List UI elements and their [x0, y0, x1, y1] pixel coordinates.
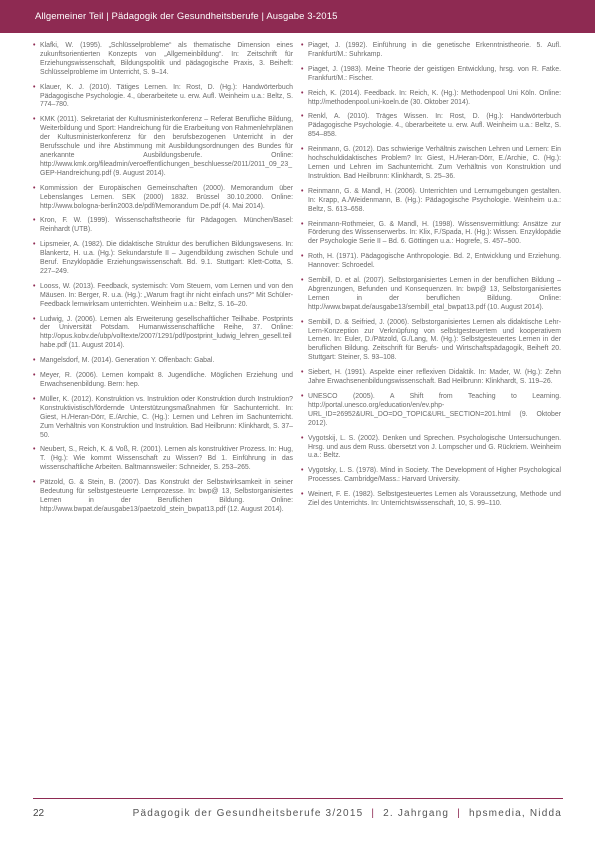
reference-item [301, 113, 561, 140]
bullet-icon: • [33, 282, 36, 290]
bullet-icon: • [301, 369, 304, 377]
reference-text: Vygotsky, L. S. (1978). Mind in Society. The Development of Higher Psychological Processes. Cambridge/Mass.: Harvard University. [308, 467, 561, 484]
reference-item [301, 319, 561, 364]
bullet-icon: • [301, 277, 304, 285]
bullet-icon: • [33, 479, 36, 487]
page-header [0, 0, 595, 33]
reference-text: Reinmann, G. & Mandl, H. (2006). Unterrichten und Lernumgebungen gestalten. In: Krapp, A./Weidenmann, B. (Hg.): Pädagogische Psychologie. Weinheim u.a.: Beltz, S. 613–658. [308, 187, 561, 213]
reference-item [301, 188, 561, 215]
bullet-icon: • [301, 434, 304, 442]
reference-text: Reinmann, G. (2012). Das schwierige Verhältnis zwischen Lehren und Lernen: Ein hochschuldidaktisches Problem? In: Giest, H./Heran-Dörr, E./Archie, C. (Hg.): Lernen und Lehren im Sachunterricht. Zum Verhältnis von Konstruktion und Instruktion. Bad Heilbrunn: Klinkhardt, S. 25–36. [308, 146, 561, 180]
reference-item [301, 221, 561, 248]
bullet-icon: • [301, 146, 304, 154]
reference-item [301, 491, 561, 509]
reference-text: Sembill, D. et al. (2007). Selbstorganisiertes Lernen in der beruflichen Bildung – Abgrenzungen, Befunden und Konsequenzen. In: bwp@ 13, Selbstorganisiertes Lernen in der beruflichen Bildung. Online: http://www.bwpat.de/ausgabe13/sembill_etal_bwpat13.pdf (10. August 2014). [308, 277, 561, 311]
reference-text: Meyer, R. (2006). Lernen kompakt 8. Jugendliche. Möglichen Erziehung und Erwachsenenbildung. Bern: hep. [40, 372, 293, 388]
reference-text: Mangelsdorf, M. (2014). Generation Y. Offenbach: Gabal. [40, 357, 215, 365]
bullet-icon: • [301, 393, 304, 400]
footer-volume: 2. Jahrgang [383, 808, 450, 819]
reference-item [301, 146, 561, 182]
bullet-icon: • [33, 315, 36, 323]
footer-info [133, 808, 562, 819]
reference-item [33, 316, 293, 352]
reference-item [301, 253, 561, 271]
reference-item [33, 357, 293, 366]
reference-text: Pätzold, G. & Stein, B. (2007). Das Konstrukt der Selbstwirksamkeit in seiner Bedeutung für selbstgesteuerte Lernprozesse. In: bwp@ 13, Selbstorganisiertes Lernen in der Beruflichen Bildung. Online: http://www.bwpat.de/ausgabe13/paetzold_stein_bwpat13.pdf (12. August 2014). [40, 479, 293, 513]
reference-item [301, 277, 561, 313]
reference-text: Reich, K. (2014). Feedback. In: Reich, K. (Hg.): Methodenpool Uni Köln. Online: http://methodenpool.uni-koeln.de (30. Oktober 2014). [308, 89, 561, 106]
reference-item [301, 90, 561, 108]
reference-item [33, 396, 293, 441]
reference-item [301, 467, 561, 485]
page-number: 22 [33, 808, 45, 819]
reference-text: Weinert, F. E. (1982). Selbstgesteuertes Lernen als Voraussetzung, Methode und Ziel des Unterrichts. In: Unterrichtswissenschaft, 10, S. 99–110. [308, 491, 561, 508]
references-column-right [301, 42, 561, 515]
reference-text: Müller, K. (2012). Konstruktion vs. Instruktion oder Konstruktion durch Instruktion? Konstruktivistisch/fördernde Unterstützungsmaßnahmen für Sachunterricht. In: Giest, H./Heran-Dörr, E./Archie, C. (Hg.): Lernen und Lehren im Sachunterricht. Zum Verhältnis von Konstruktion und Instruktion. Bad Heilbrunn: Klinkhardt, S. 37–50. [40, 395, 293, 439]
bullet-icon: • [33, 446, 36, 454]
bullet-icon: • [301, 253, 304, 261]
bullet-icon: • [33, 217, 36, 225]
reference-text: Sembill, D. & Seifried, J. (2006). Selbstorganisiertes Lernen als didaktische Lehr-Lern-Konzeption zur Verknüpfung von selbstgesteuertem und kooperativem Lernen. In: Euler, D./Pätzold, G./Lang, M. (Hg.): Selbstgesteuertes Lernen in der beruflichen Bildung. Zeitschrift für Berufs- und Wirtschaftspädagogik, Beiheft 20. Stuttgart: Steiner, S. 93–108. [308, 318, 561, 362]
bullet-icon: • [301, 89, 304, 97]
reference-text: Lipsmeier, A. (1982). Die didaktische Struktur des beruflichen Bildungswesens. In: Blankertz, H. u.a. (Hg.): Sekundarstufe II – Jugendbildung zwischen Schule und Beruf. Enzyklopädie Erziehungswissenschaft. Bd. 9.1. Stuttgart: Klett-Cotta, S. 227–249. [40, 241, 293, 275]
reference-text: Ludwig, J. (2006). Lernen als Erweiterung gesellschaftlicher Teilhabe. Postprints der Universität Potsdam. Humanwissenschaftliche Reihe, 37. Online: http://opus.kobv.de/ubp/volltexte/2007/1291/pdf/postprint_ludwig_lehren_gesell.teilhabe.pdf (11. August 2014). [40, 315, 293, 350]
bullet-icon: • [301, 113, 304, 121]
bullet-icon: • [301, 491, 304, 499]
bullet-icon: • [33, 42, 36, 49]
reference-item [301, 42, 561, 60]
footer-divider [33, 798, 563, 799]
reference-text: Klauer, K. J. (2010). Tätiges Lernen. In: Rost, D. (Hg.): Handwörterbuch Pädagogische Psychologie. 4., überarbeitete u. erw. Aufl. Weinheim u.a.: Beltz, S. 774–780. [40, 83, 293, 109]
bullet-icon: • [301, 42, 304, 49]
reference-text: Klafki, W. (1995). „Schlüsselprobleme“ als thematische Dimension eines zukunftsorientierten Konzepts von „Allgemeinbildung“. In: Zeitschrift für Erziehungswissenschaft, Bildungspolitik und pädagogische Praxis, 3. Beiheft: Schlüsselprobleme im Unterricht, S. 9–14. [40, 42, 293, 76]
bullet-icon: • [301, 220, 304, 228]
reference-text: Vygotskij, L. S. (2002). Denken und Sprechen. Psychologische Untersuchungen. Hrsg. und aus dem Russ. übersetzt von J. Lompscher und G. Rückriem. Weinheim u.a.: Beltz. [308, 434, 561, 460]
reference-item [33, 283, 293, 310]
reference-item [33, 446, 293, 473]
reference-text: Looss, W. (2013). Feedback, systemisch: Vom Steuern, vom Lernen und von den Mäusen. In: Berger, R. u.a. (Hg.): „Warum fragt ihr nicht einfach uns?“ Mit Schüler-Feedback lernwirksam unterrichten. Weinheim u.a.: Beltz, S. 16–20. [40, 282, 293, 308]
bullet-icon: • [33, 116, 36, 124]
bullet-icon: • [301, 187, 304, 195]
bullet-icon: • [33, 83, 36, 91]
header-title: Allgemeiner Teil | Pädagogik der Gesundheitsberufe | Ausgabe 3-2015 [35, 11, 338, 22]
reference-text: Siebert, H. (1991). Aspekte einer reflexiven Didaktik. In: Mader, W. (Hg.): Zehn Jahre Erwachsenenbildungswissenschaft. Bad Heilbrunn: Klinkhardt, S. 119–26. [308, 369, 561, 386]
reference-item [33, 372, 293, 390]
bullet-icon: • [33, 372, 36, 380]
reference-text: UNESCO (2005). A Shift from Teaching to Learning. http://portal.unesco.org/education/en/ev.php-URL_ID=26952&URL_DO=DO_TOPIC&URL_SECTION=201.html (9. Oktober 2012). [308, 393, 561, 427]
reference-text: Kommission der Europäischen Gemeinschaften (2000). Memorandum über Lebenslanges Lernen. SEK (2000) 1832. Brüssel 30.10.2000. Online: http://www.bologna-berlin2003.de/pdf/Memorandum De.pdf (4. Mai 2014). [40, 184, 293, 210]
reference-text: Renkl, A. (2010). Träges Wissen. In: Rost, D. (Hg.): Handwörterbuch Pädagogische Psychologie. 4., überarbeitete u. erw. Aufl. Weinheim u.a.: Beltz, S. 854–858. [308, 113, 561, 139]
bullet-icon: • [33, 357, 36, 365]
reference-text: Reinmann-Rothmeier, G. & Mandl, H. (1998). Wissensvermittlung: Ansätze zur Förderung des Wissenserwerbs. In: Klix, F./Spada, H. (Hg.): Wissen. Enzyklopädie der Psychologie Serie II – Bd. 6. Göttingen u.a.: Hogrefe, S. 457–500. [308, 220, 561, 246]
footer-publisher: hpsmedia, Nidda [468, 808, 562, 819]
bullet-icon: • [33, 241, 36, 249]
reference-item [33, 116, 293, 178]
bullet-icon: • [33, 184, 36, 192]
reference-item [301, 435, 561, 462]
reference-item [33, 479, 293, 515]
bullet-icon: • [33, 395, 36, 403]
footer-separator: | [371, 808, 376, 819]
bullet-icon: • [301, 467, 304, 475]
reference-text: Roth, H. (1971). Pädagogische Anthropologie. Bd. 2, Entwicklung und Erziehung. Hannover: Schroedel. [308, 253, 561, 270]
reference-item [33, 217, 293, 235]
footer-separator: | [457, 808, 461, 819]
reference-item [301, 66, 561, 84]
reference-text: Piaget, J. (1992). Einführung in die genetische Erkenntnistheorie. 5. Aufl. Frankfurt/M.: Suhrkamp. [308, 42, 561, 58]
reference-item [301, 369, 561, 387]
footer-journal: Pädagogik der Gesundheitsberufe 3/2015 [132, 808, 364, 819]
reference-text: Kron, F. W. (1999). Wissenschaftstheorie für Pädagogen. München/Basel: Reinhardt (UTB). [40, 217, 293, 234]
reference-item [301, 393, 561, 429]
reference-text: Piaget, J. (1983). Meine Theorie der geistigen Entwicklung, hrsg. von R. Fatke. Frankfurt/M.: Fischer. [308, 65, 561, 82]
reference-item [33, 84, 293, 111]
reference-text: Neubert, S., Reich, K. & Voß, R. (2001). Lernen als konstruktiver Prozess. In: Hug, T. (Hg.): Wie kommt Wissenschaft zu Wissen? Bd 1. Einführung in das wissenschaftliche Arbeiten. Baltmannsweiler: Schneider, S. 253–265. [40, 446, 293, 472]
reference-item [33, 241, 293, 277]
reference-text: KMK (2011). Sekretariat der Kultusministerkonferenz – Referat Berufliche Bildung, Weiterbildung und Sport: Handreichung für die Erarbeitung von Rahmenlehrplänen der Kultusministerkonferenz für den berufsbezogenen Unterricht in der Berufsschule und ihre Abstimmung mit Ausbildungsordnungen des Bundes für anerkannte Ausbildungsberufe. Online: http://www.kmk.org/fileadmin/veroeffentlichungen_beschluesse/2011/2011_09_23_GEP-Handreichung.pdf (9. August 2014). [40, 116, 293, 177]
bullet-icon: • [301, 318, 304, 326]
references-column-left [33, 42, 293, 521]
bullet-icon: • [301, 65, 304, 73]
reference-item [33, 185, 293, 212]
reference-item [33, 42, 293, 78]
